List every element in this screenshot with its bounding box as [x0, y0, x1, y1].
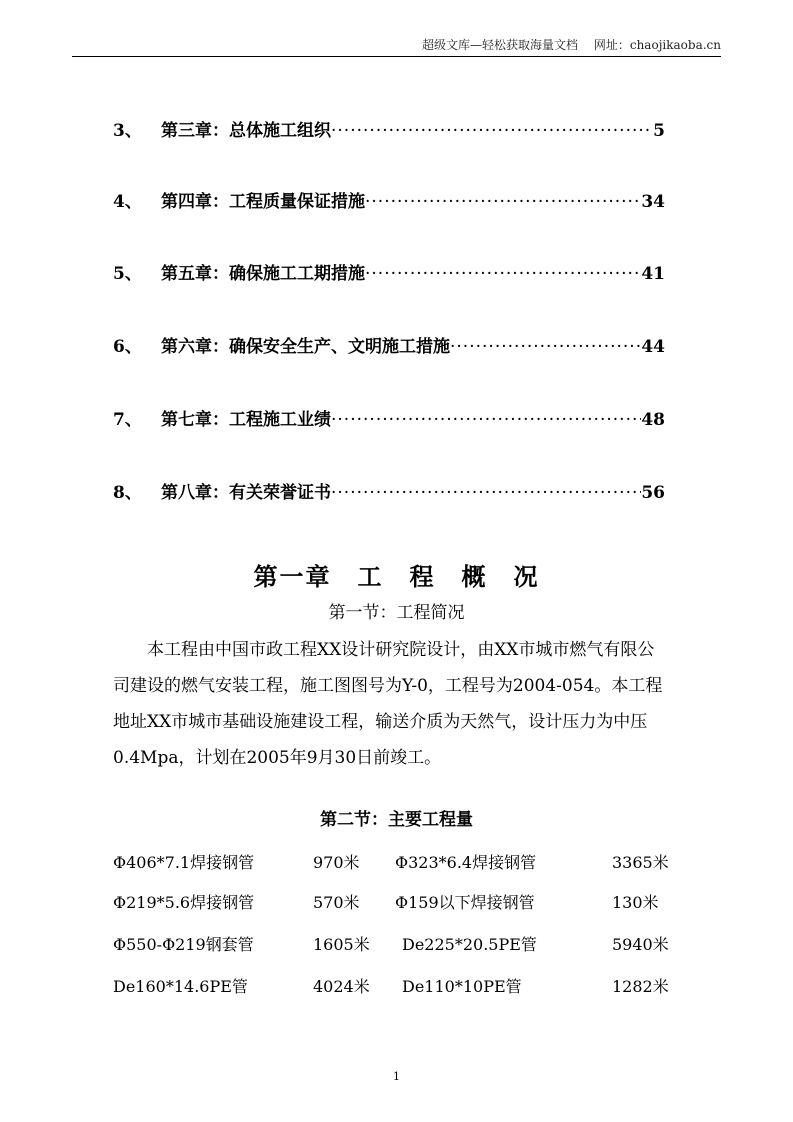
quantity-value: 4024米: [313, 977, 370, 996]
quantity-value: 130米: [612, 893, 659, 912]
toc-leader-dots: [331, 410, 641, 430]
quantity-value: 1605米: [313, 935, 370, 954]
toc-title: 第三章：总体施工组织: [161, 121, 331, 141]
material-name: Φ550-Φ219钢套管: [113, 935, 254, 954]
toc-entry[interactable]: [113, 259, 665, 284]
toc-page: 48: [641, 410, 665, 430]
toc-number: 4、: [113, 192, 142, 212]
toc-entry[interactable]: [113, 187, 665, 212]
toc-entry[interactable]: [113, 332, 665, 357]
quantity-value: 1282米: [612, 977, 669, 996]
toc-entry[interactable]: [113, 116, 665, 141]
toc-page: 34: [641, 192, 665, 212]
section-1-title: 第一节：工程简况: [328, 603, 465, 623]
header-site-name: 超级文库—轻松获取海量文档: [422, 38, 579, 52]
material-name: Φ323*6.4焊接钢管: [395, 853, 537, 872]
header-url: 网址：chaojikaoba.cn: [593, 38, 721, 52]
material-name: Φ159以下焊接钢管: [395, 893, 535, 912]
chapter-title: 第一章 工 程 概 况: [253, 562, 540, 591]
toc-entry[interactable]: [113, 478, 665, 503]
toc-page: 5: [653, 121, 665, 141]
header-divider: [72, 56, 721, 57]
toc-title: 第八章：有关荣誉证书: [161, 483, 331, 503]
toc-number: 8、: [113, 483, 142, 503]
quantity-value: 970米: [313, 853, 360, 872]
toc-leader-dots: [331, 483, 641, 503]
toc-leader-dots: [450, 337, 641, 357]
material-name: Φ406*7.1焊接钢管: [113, 853, 255, 872]
quantity-value: 3365米: [612, 853, 669, 872]
toc-leader-dots: [331, 121, 653, 141]
toc-page: 56: [641, 483, 665, 503]
toc-title: 第七章：工程施工业绩: [161, 410, 331, 430]
page-header: [410, 36, 721, 53]
toc-number: 6、: [113, 337, 142, 357]
material-name: De225*20.5PE管: [402, 935, 537, 954]
toc-title: 第五章：确保施工工期措施: [161, 264, 365, 284]
toc-title: 第四章：工程质量保证措施: [161, 192, 365, 212]
paragraph-line: 司建设的燃气安装工程，施工图图号为Y-0，工程号为2004-054。本工程: [113, 676, 663, 696]
toc-page: 44: [641, 337, 665, 357]
toc-number: 3、: [113, 121, 142, 141]
toc-number: 5、: [113, 264, 142, 284]
page-number: 1: [393, 1070, 400, 1083]
toc-page: 41: [641, 264, 665, 284]
toc-number: 7、: [113, 410, 142, 430]
toc-title: 第六章：确保安全生产、文明施工措施: [161, 337, 450, 357]
toc-leader-dots: [365, 264, 641, 284]
material-name: De110*10PE管: [402, 977, 522, 996]
paragraph-line: 0.4Mpa，计划在2005年9月30日前竣工。: [113, 748, 442, 768]
material-name: De160*14.6PE管: [113, 977, 248, 996]
quantity-value: 570米: [313, 893, 360, 912]
toc-leader-dots: [365, 192, 641, 212]
paragraph-line: 本工程由中国市政工程XX设计研究院设计，由XX市城市燃气有限公: [113, 640, 655, 660]
toc-entry[interactable]: [113, 405, 665, 430]
material-name: Φ219*5.6焊接钢管: [113, 893, 255, 912]
section-2-title: 第二节：主要工程量: [320, 810, 473, 830]
quantity-value: 5940米: [612, 935, 669, 954]
paragraph-line: 地址XX市城市基础设施建设工程，输送介质为天然气，设计压力为中压: [113, 712, 648, 732]
